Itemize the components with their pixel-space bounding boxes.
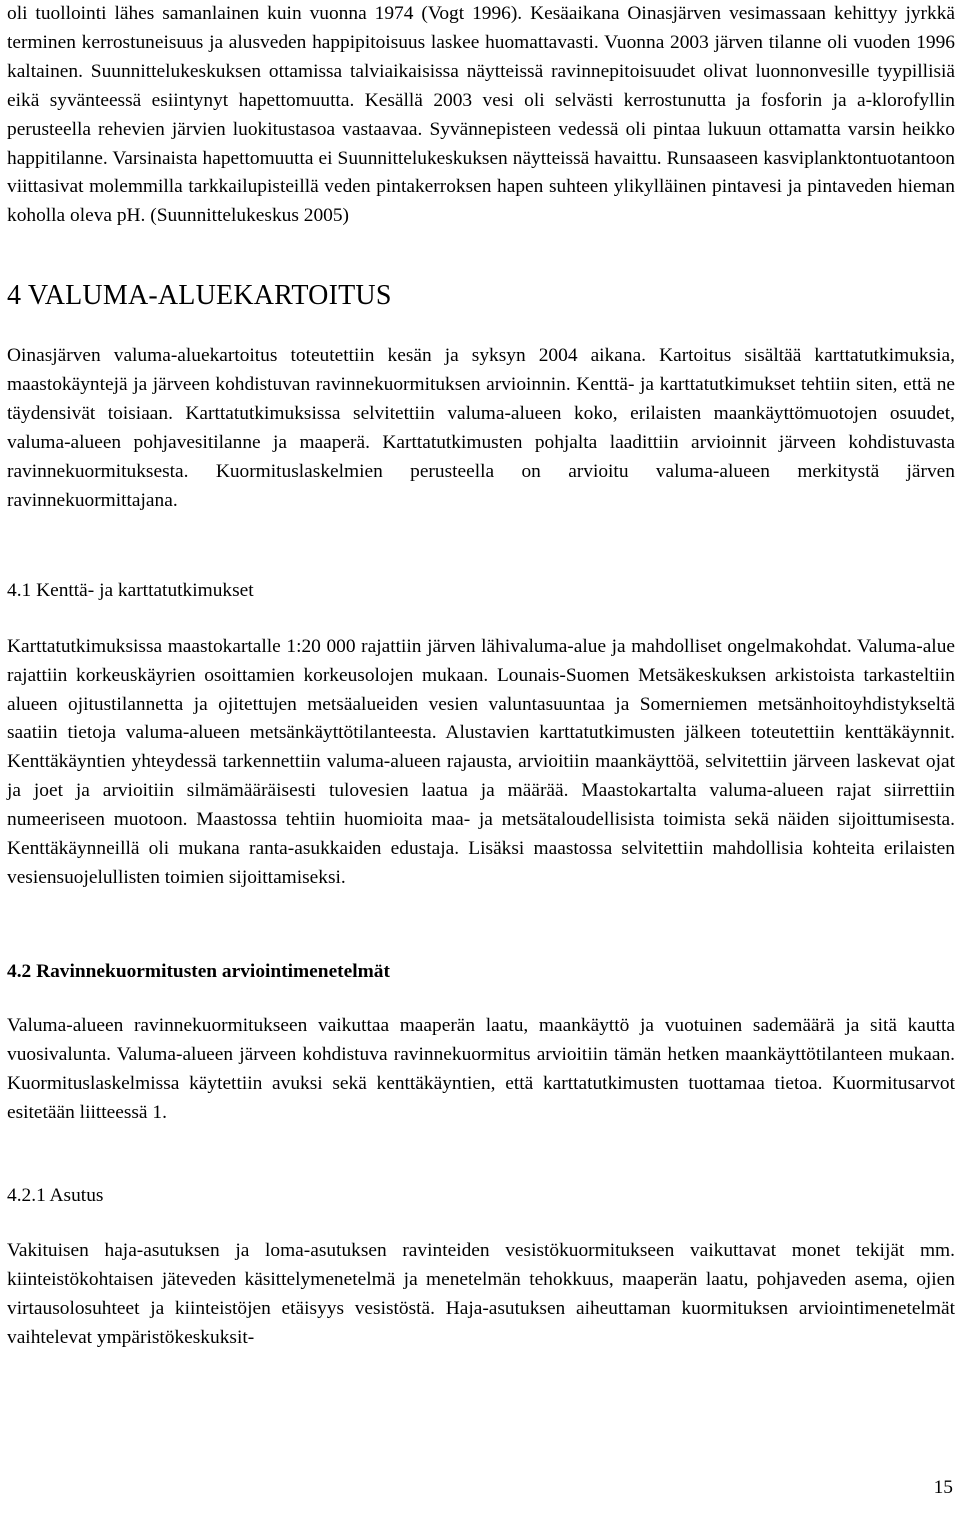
section-heading-ravinnekuormitusten-arviointimenetelmat: 4.2 Ravinnekuormitusten arviointimenetelmät bbox=[7, 960, 390, 982]
chapter-heading-valuma-aluekartoitus: 4 VALUMA-ALUEKARTOITUS bbox=[7, 280, 392, 312]
paragraph-kentta-ja-karttatutkimukset: Karttatutkimuksissa maastokartalle 1:20 000 rajattiin järven lähivaluma-alue ja mahdolliset ongelmakohdat. Valuma-alue rajattiin korkeuskäyrien osoittamien korkeusolojen mukaan. Lounais-Suomen Metsäkeskuksen arkistoista tarkasteltiin alueen ojitustilannetta ja ojitettujen metsäalueiden vesien valuntasuuntaa ja Somerniemen metsänhoitoyhdistykseltä saatiin tietoja valuma-alueen metsänkäyttötilanteesta. Alustavien karttatutkimusten jälkeen toteutettiin kenttäkäynnit. Kenttäkäyntien yhteydessä tarkennettiin valuma-alueen rajausta, arvioitiin maankäyttöä, selvitettiin järveen laskevat ojat ja joet ja arvioitiin silmämääräisesti tulovesien laatua ja määrää. Maastokartalta valuma-alueen rajat siirrettiin numeeriseen muotoon. Maastossa tehtiin huomioita maa- ja metsätaloudellisista toimista sekä näiden sijoittumisesta. Kenttäkäynneillä oli mukana ranta-asukkaiden edustaja. Lisäksi maastossa selvitettiin mahdollisia kohteita erilaisten vesiensuojelullisten toimien sijoittamiseksi. bbox=[7, 635, 955, 888]
document-page bbox=[7, 0, 955, 1353]
page-number: 15 bbox=[933, 1477, 953, 1498]
section-heading-kentta-ja-karttatutkimukset: 4.1 Kenttä- ja karttatutkimukset bbox=[7, 579, 254, 601]
paragraph-valuma-aluekartoitus: Oinasjärven valuma-aluekartoitus toteutettiin kesän ja syksyn 2004 aikana. Kartoitus sisältää karttatutkimuksia, maastokäyntejä ja järveen kohdistuvan ravinnekuormituksen arvioinnin. Kenttä- ja karttatutkimukset tehtiin siten, että ne täydensivät toisiaan. Karttatutkimuksissa selvitettiin valuma-alueen koko, erilaisten maankäyttömuotojen osuudet, valuma-alueen pohjavesitilanne ja maaperä. Karttatutkimusten pohjalta laadittiin arvioinnit järveen kohdistuvasta ravinnekuormituksesta. Kuormituslaskelmien perusteella on arvioitu valuma-alueen merkitystä järven ravinnekuormittajana. bbox=[7, 345, 955, 511]
paragraph-asutus: Vakituisen haja-asutuksen ja loma-asutuksen ravinteiden vesistökuormitukseen vaikuttavat monet tekijät mm. kiinteistökohtaisen jäteveden käsittelymenetelmä ja menetelmän tehokkuus, maaperän laatu, pohjaveden asema, ojien virtausolosuhteet ja kiinteistöjen etäisyys vesistöstä. Haja-asutuksen aiheuttaman kuormituksen arviointimenetelmät vaihtelevat ympäristökeskuksit- bbox=[7, 1240, 955, 1349]
paragraph-ravinnekuormitus: Valuma-alueen ravinnekuormitukseen vaikuttaa maaperän laatu, maankäyttö ja vuotuinen sademäärä ja sitä kautta vuosivalunta. Valuma-alueen järveen kohdistuva ravinnekuormitus arvioitiin tämän hetken maankäyttötilanteen mukaan. Kuormituslaskelmissa käytettiin avuksi sekä kenttäkäyntien, että karttatutkimusten tuottamaa tietoa. Kuormitusarvot esitetään liitteessä 1. bbox=[7, 1014, 955, 1123]
paragraph-water-quality: oli tuollointi lähes samanlainen kuin vuonna 1974 (Vogt 1996). Kesäaikana Oinasjärven vesimassaan kehittyy jyrkkä terminen kerrostuneisuus ja alusveden happipitoisuus laskee huomattavasti. Vuonna 2003 järven tilanne oli vuoden 1996 kaltainen. Suunnittelukeskuksen ottamissa talviaikaisissa näytteissä ravinnepitoisuudet olivat luonnonvesille tyypillisiä eikä syvänteessä esiintynyt hapettomuutta. Kesällä 2003 vesi oli selvästi kerrostunutta ja fosforin ja a-klorofyllin perusteella rehevien järvien luokitustasoa vastaavaa. Syvännepisteen vedessä oli pintaa lukuun ottamatta varsin heikko happitilanne. Varsinaista hapettomuutta ei Suunnittelukeskuksen näytteissä havaittu. Runsaaseen kasviplanktontuotantoon viittasivat molemmilla tarkkailupisteillä veden pintakerroksen hapen suhteen ylikylläinen pintavesi ja pintaveden hieman koholla oleva pH. (Suunnittelukeskus 2005) bbox=[7, 3, 955, 227]
subsection-heading-asutus: 4.2.1 Asutus bbox=[7, 1185, 104, 1207]
